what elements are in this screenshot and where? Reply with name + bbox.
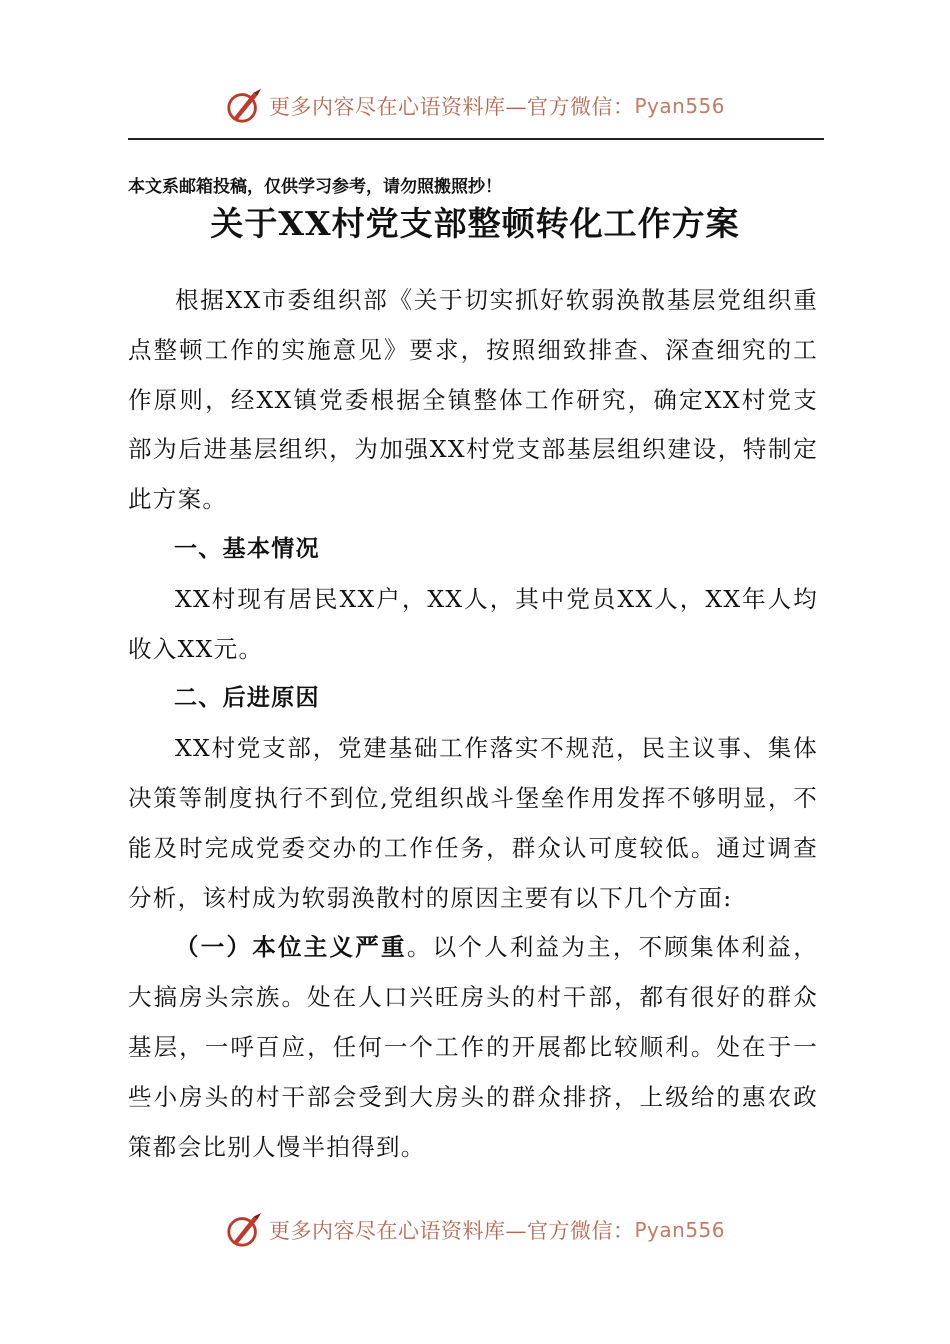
banner-text: 更多内容尽在心语资料库—官方微信： — [268, 95, 635, 119]
wechat-handle: Pyan556 — [634, 94, 725, 118]
cause-item-1 — [128, 923, 818, 1172]
basic-info-paragraph: XX村现有居民XX户，XX人，其中党员XX人，XX年人均收入XX元。 — [128, 584, 818, 663]
document-body — [128, 276, 818, 1172]
document-title: 关于XX村党支部整顿转化工作方案 — [210, 204, 740, 243]
cause-item-1-text: 。以个人利益为主，不顾集体利益，大搞房头宗族。处在人口兴旺房头的村干部，都有很好的群众基层，一呼百应，任何一个工作的开展都比较顺利。处在于一些小房头的村干部会受到大房头的群众排挤，上级给的惠农政策都会比别人慢半拍得到。 — [128, 933, 818, 1161]
header-rule — [128, 138, 824, 140]
quill-pen-logo-icon — [225, 87, 263, 125]
section-heading-causes: 二、后进原因 — [174, 685, 320, 712]
footer-banner — [0, 1208, 950, 1252]
section-heading-basic: 一、基本情况 — [174, 535, 320, 562]
causes-paragraph: XX村党支部，党建基础工作落实不规范，民主议事、集体决策等制度执行不到位,党组织战斗堡垒作用发挥不够明显，不能及时完成党委交办的工作任务，群众认可度较低。通过调查分析，该村成为软弱涣散村的原因主要有以下几个方面: — [128, 734, 818, 912]
cause-item-1-lead: （一）本位主义严重 — [175, 933, 407, 962]
header-banner — [0, 84, 950, 128]
wechat-handle: Pyan556 — [634, 1218, 725, 1242]
intro-paragraph: 根据XX市委组织部《关于切实抓好软弱涣散基层党组织重点整顿工作的实施意见》要求，按照细致排查、深查细究的工作原则，经XX镇党委根据全镇整体工作研究，确定XX村党支部为后进基层组织，为加强XX村党支部基层组织建设，特制定此方案。 — [128, 286, 818, 514]
quill-pen-logo-icon — [225, 1211, 263, 1249]
banner-text: 更多内容尽在心语资料库—官方微信： — [268, 1219, 635, 1243]
submission-notice: 本文系邮箱投稿，仅供学习参考，请勿照搬照抄！ — [128, 177, 502, 197]
